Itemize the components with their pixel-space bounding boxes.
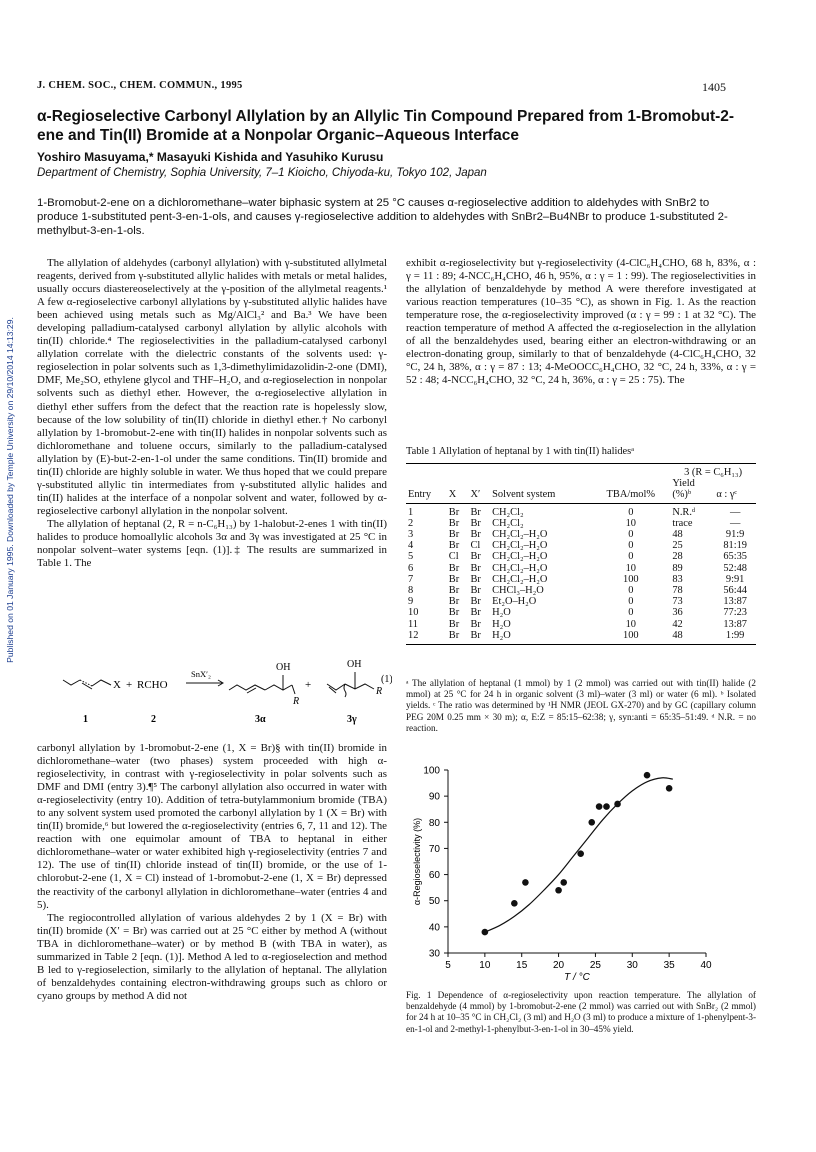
table-cell: 0 <box>628 551 634 563</box>
chart-data-point <box>644 772 651 779</box>
table-cell: 3 <box>408 529 414 541</box>
scheme-eqn-number: (1) <box>381 674 392 685</box>
table-cell: 52:48 <box>723 562 747 574</box>
table-cell: Br <box>448 596 460 608</box>
table-cell: 91:9 <box>725 529 745 541</box>
table-caption: Table 1 Allylation of heptanal by 1 with tin(II) halidesᵃ <box>406 446 635 457</box>
table-row <box>406 630 756 645</box>
table-cell: 9 <box>408 596 414 608</box>
table-cell: Br <box>470 506 481 518</box>
table-cell: Et₂O–H₂O <box>492 596 537 608</box>
table-cell: Br <box>447 630 469 645</box>
table-cell: 0 <box>628 596 634 608</box>
table-cell: — <box>729 506 741 518</box>
table-cell: Br <box>448 573 460 585</box>
scheme-reagent: SnX′₂ <box>191 669 211 679</box>
table-cell: Br <box>448 540 460 552</box>
table-header: X <box>447 478 469 503</box>
table-cell: Br <box>470 596 481 608</box>
table-cell: Br <box>470 562 481 574</box>
table-cell: Br <box>470 618 481 630</box>
table-cell: Br <box>448 562 460 574</box>
table-cell: 0 <box>628 529 634 541</box>
table-cell: Br <box>448 506 460 518</box>
chart-x-tick-label: 5 <box>445 960 451 971</box>
article-authors: Yoshiro Masuyama,* Masayuki Kishida and Yasuhiko Kurusu <box>37 150 384 164</box>
body-paragraph: The regiocontrolled allylation of various aldehydes 2 by 1 (X = Br) with tin(II) bromide (X′ = Br) was carried out at 25 °C either by method A (without TBA in dichloromethane–water) or by method B (with TBA in water), as summarized in Table 2 [eqn. (1)]. Method A led to α-regioselection and method B led to γ-regioselection, similarly to the allylation of heptanal. The allylation of benzaldehydes containing electron-withdrawing groups such as chloro or cyano groups by method A did not <box>37 911 387 1002</box>
table-row <box>406 596 756 607</box>
table-cell: 11 <box>408 618 419 630</box>
chart-data-point <box>555 887 562 894</box>
table-cell: 28 <box>672 551 683 563</box>
table-cell: CH₂Cl₂–H₂O <box>492 551 548 563</box>
table-row <box>406 585 756 596</box>
table-header: Entry <box>406 478 447 503</box>
table-cell: Cl <box>448 551 459 563</box>
table-cell: CH₂Cl₂ <box>492 506 524 518</box>
table-row <box>406 563 756 574</box>
scheme-drawing <box>37 650 392 732</box>
chart-x-tick-label: 35 <box>663 960 675 971</box>
scheme-oh-gamma: OH <box>347 659 362 670</box>
chart-svg <box>406 760 756 990</box>
chart-x-tick-label: 25 <box>589 960 601 971</box>
table-cell: 1 <box>408 506 414 518</box>
table-cell: H₂O <box>492 618 511 630</box>
table-1 <box>406 446 756 645</box>
table-cell: 78 <box>672 585 683 597</box>
table-row <box>406 607 756 618</box>
table-cell: CHCl₃–H₂O <box>492 585 544 597</box>
table-cell: Br <box>470 585 481 597</box>
article-affiliation: Department of Chemistry, Sophia University, 7–1 Kioicho, Chiyoda-ku, Tokyo 102, Japan <box>37 167 487 179</box>
table-body <box>406 503 756 644</box>
scheme-bond <box>63 680 80 685</box>
body-column-2-top <box>406 257 756 387</box>
table-cell: CH₂Cl₂–H₂O <box>492 573 548 585</box>
table-cell: 7 <box>408 573 414 585</box>
scheme-oh-alpha: OH <box>276 662 291 673</box>
table-cell: Br <box>470 551 481 563</box>
body-paragraph: The allylation of heptanal (2, R = n-C₆H₁₃) by 1-halobut-2-enes 1 with tin(II) halides to produce homoallylic alcohols 3α and 3γ was investigated at 25 °C in nonpolar solvent–water systems [eqn. (1)].‡ The results are summarized in Table 1. The <box>37 517 387 570</box>
table-cell: Br <box>468 630 490 645</box>
table-cell: 0 <box>628 607 634 619</box>
table-cell: H₂O <box>492 607 511 619</box>
table-cell: 10 <box>625 517 636 529</box>
scheme-r-gamma: R <box>376 686 383 697</box>
journal-header: J. CHEM. SOC., CHEM. COMMUN., 1995 <box>37 80 243 91</box>
table-cell: 48 <box>670 630 714 645</box>
chart-y-tick-label: 80 <box>428 817 440 829</box>
scheme-plus: + <box>126 679 133 691</box>
compound-number-3g: 3γ <box>347 714 357 725</box>
chart-data-point <box>614 801 621 808</box>
download-note: Published on 01 January 1995. Downloaded by Temple University on 29/10/2014 14:13:29. <box>5 317 15 663</box>
chart-data-point <box>482 929 489 936</box>
body-paragraph: exhibit α-regioselectivity but γ-regioselectivity (4-ClC₆H₄CHO, 68 h, 83%, α : γ = 11 : 89; 4-NCC₆H₄CHO, 46 h, 95%, α : γ = 1 : 99). The regioselectivities in the allylation of benzaldehyde by method A were therefore investigated at various reaction temperatures (10–35 °C), as shown in Fig. 1. As the reaction temperature rose, the α-regioselectivity improved (α : γ = 99 : 1 at 32 °C). The reaction temperature of method A affected the α-regioselection in the allylation of all the benzaldehydes used, bearing either an electron-withdrawing or an electron-donating group, similarly to that of benzaldehyde (4-ClC₆H₄CHO, 32 °C, 24 h, 38%, α : γ = 87 : 13; 4-MeOOCC₆H₄CHO, 32 °C, 24 h, 33%, α : γ = 52 : 48; 4-NCC₆H₄CHO, 32 °C, 24 h, 36%, α : γ = 25 : 75). The <box>406 257 756 387</box>
chart-data-point <box>666 785 673 792</box>
table-cell: Br <box>470 607 481 619</box>
table-cell: Cl <box>470 540 481 552</box>
table-cell: 0 <box>628 540 634 552</box>
table-cell: 56:44 <box>723 585 747 597</box>
table-cell: Br <box>470 517 481 529</box>
chart-data-point <box>560 879 567 886</box>
table-cell: 48 <box>672 529 683 541</box>
table-header: Yield (%)ᵇ <box>670 478 714 503</box>
table-footnote: ᵃ The allylation of heptanal (1 mmol) by 1 (2 mmol) was carried out with tin(II) halide (2 mmol) at 25 °C for 24 h in organic solvent (3 ml)–water (3 ml) or water (6 ml). ᵇ Isolated yields. ᶜ The ratio was determined by ¹H NMR (JEOL GX-270) and by GC (capillary column PEG 20M 0.25 mm × 30 m); α, E:Z = 85:15–62:38; γ, syn:anti = 65:35–51:49. ᵈ N.R. = no reaction. <box>406 678 756 733</box>
table-cell: 10 <box>625 562 636 574</box>
scheme-bond <box>292 685 295 694</box>
chart-x-tick-label: 40 <box>700 960 712 971</box>
table-header: X′ <box>468 478 490 503</box>
chart-x-tick-label: 20 <box>553 960 565 971</box>
table-cell: CH₂Cl₂ <box>492 517 524 529</box>
scheme-bond <box>345 684 374 689</box>
chart-x-tick-label: 10 <box>479 960 491 971</box>
scheme-bond <box>344 684 346 697</box>
table-cell: 89 <box>672 562 683 574</box>
table-cell: 100 <box>623 573 639 585</box>
chart-data-point <box>522 879 529 886</box>
scheme-plus: + <box>305 679 312 691</box>
table-cell: 25 <box>672 540 683 552</box>
table-cell: H₂O <box>490 630 591 645</box>
scheme-x-label: X <box>113 679 121 691</box>
table-cell: Br <box>448 607 460 619</box>
body-paragraph: The allylation of aldehydes (carbonyl allylation) with γ-substituted allylmetal reagents, derived from γ-substituted allylic halides with metals or metal halides, usually occurs diastereoselectively at the γ-position of the allylmetal reagents.¹ A few α-regioselective carbonyl allylations by γ-substituted allylic halides have been achieved using metals such as Mg/AlCl₃² and Ba.³ We have been developing palladium-catalysed carbonyl allylation by allylic alcohols with tin(II) chloride.⁴ The regioselectivities in the palladium-catalysed carbonyl allylation correlate with the dielectric constants of the solvents used: γ-regioselection in polar solvents such as 1,3-dimethylimidazolidin-2-one (DMI), DMF, Me₂SO, ethylene glycol and THF–H₂O, and α-regioselection in nonpolar solvents such as diethyl ether. However, the α-regioselective allylation in diethyl ether suffers from the defect that the reaction rate is hopelessly slow, because of the low solubility of tin(II) chloride in diethyl ether.† No carbonyl allylation by 1-bromobut-2-ene with tin(II) halides in nonpolar solvents such as dichloromethane and toluene occurs, similarly to the palladium-catalysed allylation by (E)-but-2-en-1-ol under the same conditions. Tin(II) bromide and tin(II) chloride are highly soluble in water. We thus hoped that we could prepare γ-substituted allylic tin intermediates from γ-substituted allylic halides and tin(II) halides at the interface of a nonpolar solvent and water, followed by α-regioselective carbonyl allylation in the nonpolar solvent. <box>37 257 387 517</box>
table-cell: 36 <box>672 607 683 619</box>
scheme-bond <box>82 683 92 689</box>
table-cell: CH₂Cl₂–H₂O <box>492 529 548 541</box>
table-cell: Br <box>448 529 460 541</box>
table-row <box>406 518 756 529</box>
chart-y-tick-label: 100 <box>423 765 440 777</box>
chart-y-tick-label: 40 <box>428 922 440 934</box>
table-cell: Br <box>448 618 460 630</box>
table-cell: Br <box>470 529 481 541</box>
table-row <box>406 551 756 562</box>
table-cell: Br <box>448 517 460 529</box>
table-cell: 1:99 <box>714 630 756 645</box>
table-cell: CH₂Cl₂–H₂O <box>492 540 548 552</box>
table-row <box>406 503 756 518</box>
chart-y-tick-label: 30 <box>428 948 440 960</box>
article-abstract: 1-Bromobut-2-ene on a dichloromethane–water biphasic system at 25 °C causes α-regioselective addition to aldehydes with SnBr2 to produce 1-substituted pent-3-en-1-ols, and causes γ-regioselective addition to aldehydes with SnBr2–Bu4NBr to produce 1-substituted 2-methylbut-3-en-1-ols. <box>37 197 728 237</box>
table-cell: Br <box>470 573 481 585</box>
table-1-grid <box>406 463 756 645</box>
table-cell: 83 <box>672 573 683 585</box>
table-cell: 10 <box>625 618 636 630</box>
table-row <box>406 619 756 630</box>
scheme-bond <box>265 685 292 690</box>
chart-x-label: T / °C <box>564 972 590 983</box>
table-cell: 5 <box>408 551 414 563</box>
table-cell: N.R.ᵈ <box>672 506 696 518</box>
body-column-1-top <box>37 257 387 570</box>
figure-caption: Fig. 1 Dependence of α-regioselectivity upon reaction temperature. The allylation of benzaldehyde (4 mmol) by 1-bromobut-2-ene (2 mmol) was carried out with SnBr₂ (2 mmol) for 24 h at 10–35 °C in CH₂Cl₂ (3 ml) and H₂O (3 ml) to produce a mixture of 1-phenylpent-3-en-1-ol and 2-methyl-1-phenylbut-3-en-1-ol in 30–45% yield. <box>406 990 756 1034</box>
table-cell: — <box>729 517 741 529</box>
chart-y-tick-label: 60 <box>428 870 440 882</box>
table-row <box>406 529 756 540</box>
compound-number-1: 1 <box>83 714 88 725</box>
chart-y-tick-label: 50 <box>428 896 440 908</box>
table-cell: 12 <box>406 630 447 645</box>
chart-data-point <box>588 819 595 826</box>
chart-x-tick-label: 15 <box>516 960 528 971</box>
table-header: Solvent system <box>490 478 591 503</box>
scheme-bond <box>229 685 265 690</box>
table-cell: 100 <box>591 630 670 645</box>
chart-y-tick-label: 70 <box>428 843 440 855</box>
compound-number-2: 2 <box>151 714 156 725</box>
table-cell: 77:23 <box>723 607 747 619</box>
chart-y-tick-label: 90 <box>428 791 440 803</box>
scheme-r-alpha: R <box>293 696 300 707</box>
table-cell: 9:91 <box>725 573 745 585</box>
table-cell: trace <box>672 517 693 529</box>
table-cell: 81:19 <box>723 540 747 552</box>
table-header: α : γᶜ <box>714 478 756 503</box>
table-cell: 8 <box>408 585 414 597</box>
chart-data-point <box>596 803 603 810</box>
chart-data-point <box>577 850 584 857</box>
table-cell: 10 <box>408 607 419 619</box>
table-group-header: 3 (R = C₆H₁₃) <box>670 464 756 479</box>
article-title: α-Regioselective Carbonyl Allylation by an Allylic Tin Compound Prepared from 1-Bromobut-2-ene and Tin(II) Bromide at a Nonpolar Organic–Aqueous Interface <box>37 108 735 144</box>
table-cell: 6 <box>408 562 414 574</box>
chart-data-point <box>511 900 518 907</box>
table-header: TBA/mol% <box>591 478 670 503</box>
chart-y-label: α-Regioselectivity (%) <box>412 817 422 906</box>
table-cell: 0 <box>628 506 634 518</box>
chart-x-tick-label: 30 <box>626 960 638 971</box>
scheme-bond <box>92 680 111 686</box>
reaction-scheme <box>37 650 392 732</box>
scheme-aldehyde: RCHO <box>137 679 168 691</box>
compound-number-3a: 3α <box>255 714 266 725</box>
table-cell: 13:87 <box>723 618 747 630</box>
download-sidebar <box>3 300 17 680</box>
table-cell: CH₂Cl₂–H₂O <box>492 562 548 574</box>
page-number: 1405 <box>702 80 726 94</box>
body-column-1-bottom <box>37 742 387 1003</box>
table-cell: 42 <box>672 618 683 630</box>
table-cell: 0 <box>628 585 634 597</box>
table-cell: 4 <box>408 540 414 552</box>
table-cell: 65:35 <box>723 551 747 563</box>
table-cell: Br <box>448 585 460 597</box>
body-paragraph: carbonyl allylation by 1-bromobut-2-ene (1, X = Br)§ with tin(II) bromide in dichloromethane–water (two phases) system proceeded with high α-regioselectivity, in contrast with γ-regioselectivity in polar solvents such as DMF and DMI (entry 3).¶⁵ The carbonyl allylation also occurred in water with α-regioselectivity (entry 10). Addition of tetra-butylammonium bromide (TBA) to any solvent system used promoted the carbonyl allylation by 1 (X = Br) with tin(II) bromide,⁶ but lowered the α-regioselectivity (entries 6, 7, 11 and 12). The reaction with one equimolar amount of TBA to heptanal in either dichloromethane–water or water exhibited high γ-regioselectivity (entries 7 and 12). The use of tin(II) chloride instead of tin(II) bromide, or the use of 1-chlorobut-2-ene (1, X = Cl) instead of 1-bromobut-2-ene (1, X = Br) depressed the reactivity of the carbonyl allylation in dichloromethane–water (entries 4 and 5). <box>37 742 387 911</box>
table-row <box>406 574 756 585</box>
table-cell: 73 <box>672 596 683 608</box>
table-cell: 13:87 <box>723 596 747 608</box>
figure-1-chart <box>406 760 756 990</box>
chart-data-point <box>603 803 610 810</box>
table-cell: 2 <box>408 517 414 529</box>
table-row <box>406 540 756 551</box>
